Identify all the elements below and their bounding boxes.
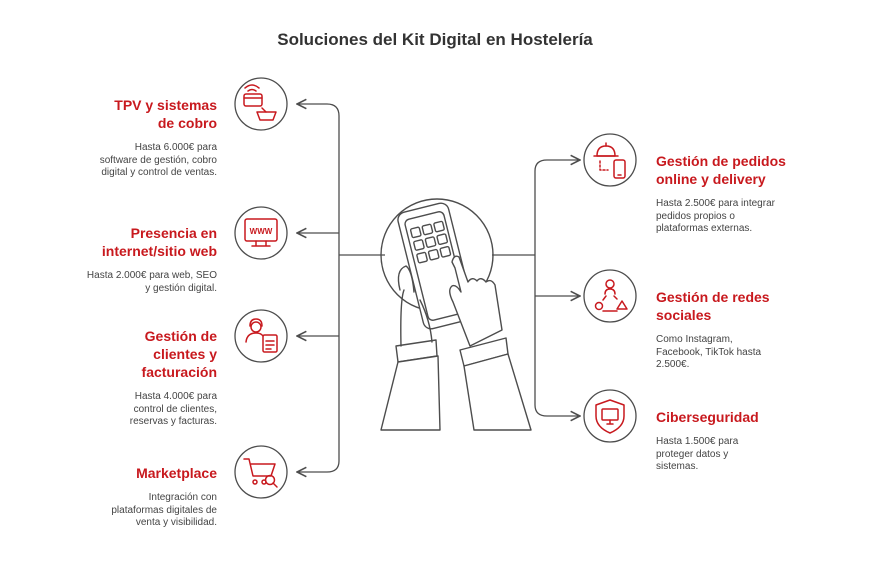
customer-invoice-icon xyxy=(235,310,287,362)
item-title: Marketplace xyxy=(136,465,217,481)
social-network-icon xyxy=(584,270,636,322)
item-description: Hasta 4.000€ para control de clientes, reservas y facturas. xyxy=(129,391,217,427)
item-web xyxy=(86,224,217,295)
svg-text:WWW: WWW xyxy=(249,227,273,236)
security-shield-monitor-icon xyxy=(584,390,636,442)
page-title: Soluciones del Kit Digital en Hostelería xyxy=(277,30,593,49)
item-security xyxy=(656,408,766,474)
item-description: Hasta 6.000€ para software de gestión, cobro digital y control de ventas. xyxy=(99,142,217,178)
item-description: Hasta 2.500€ para integrar pedidos propios o plataformas externas. xyxy=(656,198,775,234)
item-title: Gestión de clientes y facturación xyxy=(141,328,217,380)
item-description: Como Instagram, Facebook, TikTok hasta 2.500€. xyxy=(656,334,762,370)
hand-tablet-icon xyxy=(381,199,531,430)
left-connectors xyxy=(297,104,385,472)
item-title: TPV y sistemas de cobro xyxy=(114,97,217,131)
item-title: Gestión de redes sociales xyxy=(656,289,770,323)
item-title: Ciberseguridad xyxy=(656,409,759,425)
food-order-phone-icon xyxy=(584,134,636,186)
shopping-cart-search-icon xyxy=(235,446,287,498)
item-tpv xyxy=(96,96,217,180)
item-description: Hasta 2.000€ para web, SEO y gestión digital. xyxy=(86,270,217,294)
item-description: Integración con plataformas digitales de venta y visibilidad. xyxy=(111,492,217,528)
item-crm xyxy=(106,327,217,429)
item-marketplace xyxy=(96,464,217,530)
item-delivery xyxy=(656,152,786,236)
item-social xyxy=(656,288,781,372)
item-description: Hasta 1.500€ para proteger datos y sistemas. xyxy=(656,436,739,472)
item-title: Gestión de pedidos online y delivery xyxy=(656,153,786,187)
www-browser-icon xyxy=(235,207,287,259)
item-title: Presencia en internet/sitio web xyxy=(101,225,217,259)
pos-payment-icon xyxy=(235,78,287,130)
